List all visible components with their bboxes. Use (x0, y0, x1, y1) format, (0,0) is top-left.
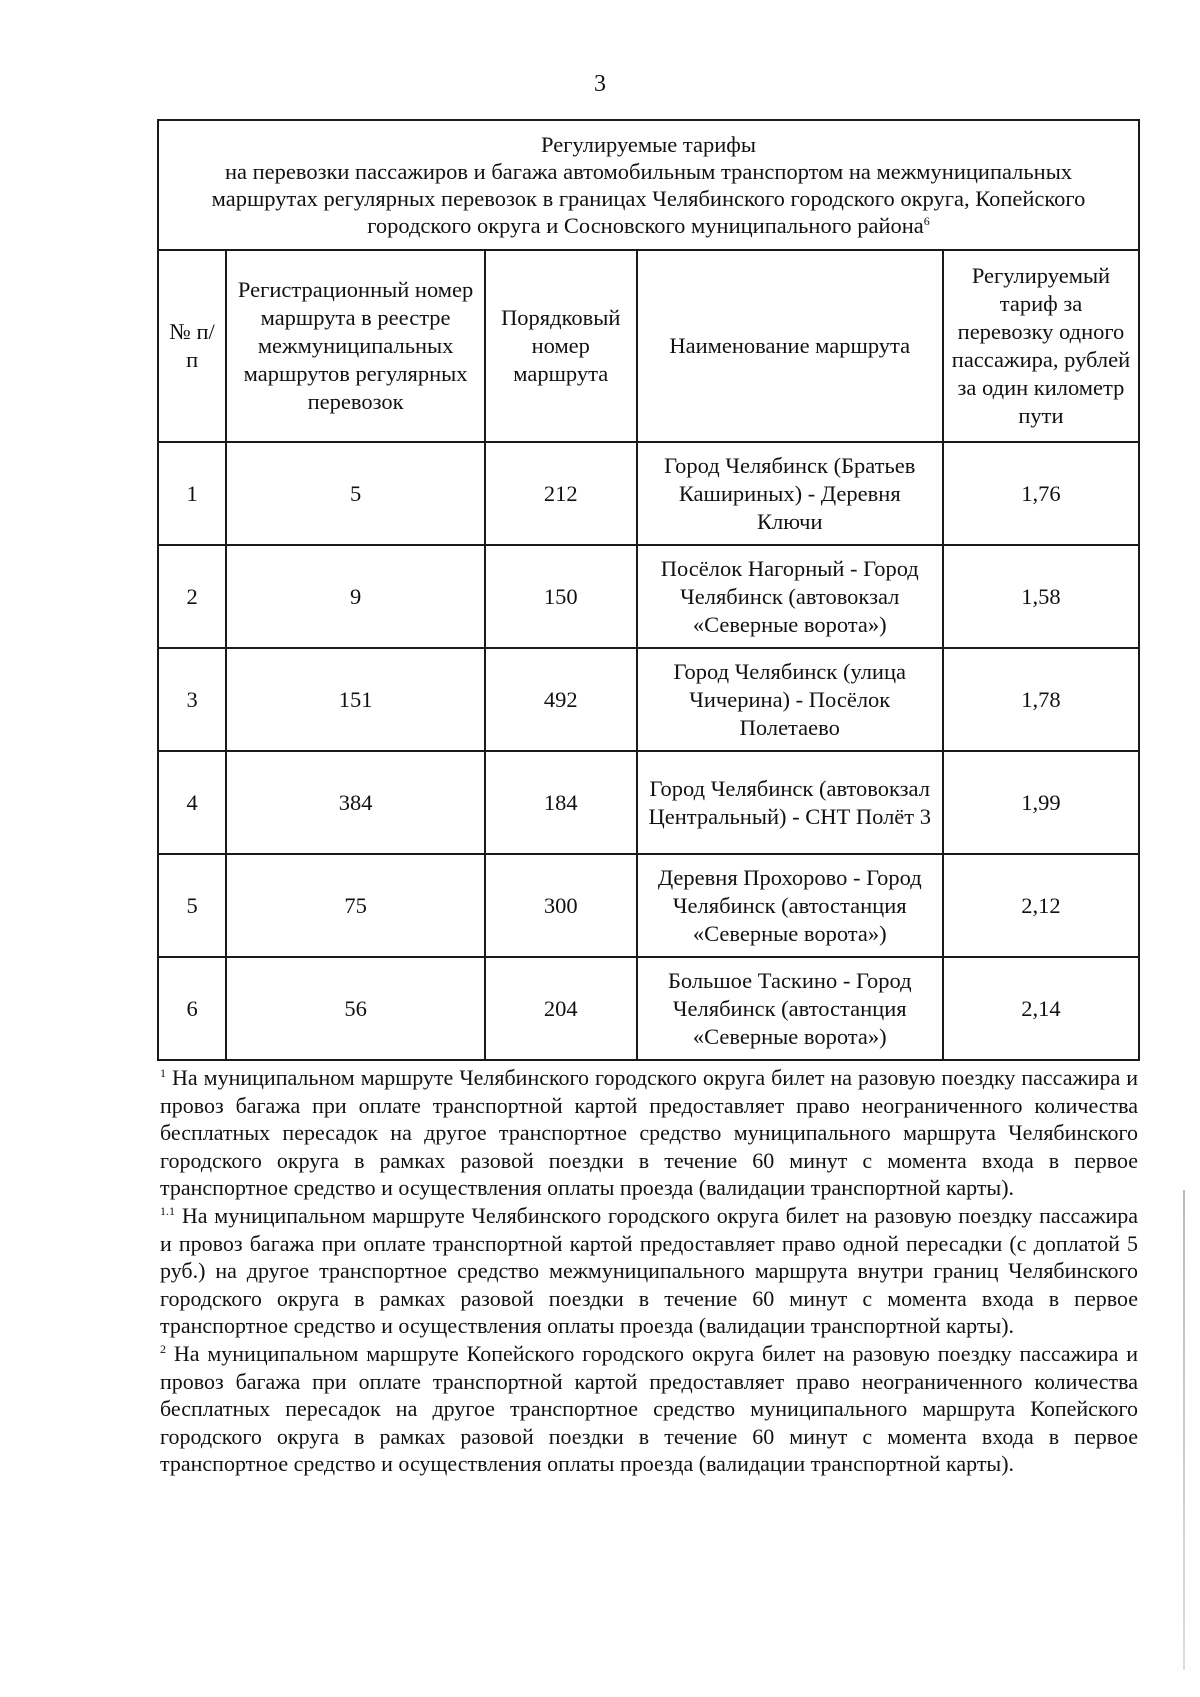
footnote-text: На муниципальном маршруте Челябинского городского округа билет на разовую поездку пассажира и провоз багажа при оплате транспортной картой предоставляет право неограниченного количества бесплатных пересадок на другое транспортное средство муниципального маршрута Челябинского городского округа в рамках разовой поездки в течение 60 минут с момента входа в первое транспортное средство и осуществления оплаты проезда (валидации транспортной карты). (160, 1065, 1138, 1201)
cell-number: 4 (158, 751, 226, 854)
cell-ordinal: 492 (485, 648, 637, 751)
cell-route-name: Деревня Прохорово - Город Челябинск (автостанция «Северные ворота») (637, 854, 943, 957)
table-title (158, 120, 1139, 250)
tariffs-table (157, 119, 1140, 1061)
title-footnote-mark: 6 (923, 214, 930, 228)
cell-ordinal: 300 (485, 854, 637, 957)
cell-ordinal: 184 (485, 751, 637, 854)
cell-registration: 75 (226, 854, 485, 957)
title-line-1: Регулируемые тарифы (541, 132, 756, 157)
footnote-1 (160, 1064, 1138, 1202)
cell-ordinal: 204 (485, 957, 637, 1060)
footnote-mark: 2 (160, 1341, 166, 1356)
cell-tariff: 1,78 (943, 648, 1139, 751)
cell-route-name: Посёлок Нагорный - Город Челябинск (автовокзал «Северные ворота») (637, 545, 943, 648)
footnote-mark: 1.1 (160, 1203, 175, 1218)
cell-ordinal: 212 (485, 442, 637, 545)
page-number: 3 (594, 71, 606, 97)
table-row (158, 648, 1139, 751)
table-row (158, 854, 1139, 957)
footnotes (160, 1064, 1138, 1478)
cell-route-name: Город Челябинск (автовокзал Центральный) - СНТ Полёт 3 (637, 751, 943, 854)
cell-tariff: 2,14 (943, 957, 1139, 1060)
title-line-4 (169, 212, 1128, 239)
cell-tariff: 2,12 (943, 854, 1139, 957)
table-row (158, 545, 1139, 648)
col-header-registration: Регистрационный номер маршрута в реестре межмуниципальных маршрутов регулярных перевозок (226, 250, 485, 442)
col-header-number: № п/п (158, 250, 226, 442)
cell-route-name: Большое Таскино - Город Челябинск (автостанция «Северные ворота») (637, 957, 943, 1060)
cell-registration: 151 (226, 648, 485, 751)
title-line-3: маршрутах регулярных перевозок в границах Челябинского городского округа, Копейского (211, 186, 1086, 211)
title-line-2: на перевозки пассажиров и багажа автомобильным транспортом на межмуниципальных (224, 159, 1073, 184)
cell-route-name: Город Челябинск (Братьев Кашириных) - Деревня Ключи (637, 442, 943, 545)
footnote-text: На муниципальном маршруте Копейского городского округа билет на разовую поездку пассажира и провоз багажа при оплате транспортной картой предоставляет право неограниченного количества бесплатных пересадок на другое транспортное средство муниципального маршрута Копейского городского округа в рамках разовой поездки в течение 60 минут с момента входа в первое транспортное средство и осуществления оплаты проезда (валидации транспортной карты). (160, 1340, 1138, 1477)
cell-route-name: Город Челябинск (улица Чичерина) - Посёлок Полетаево (637, 648, 943, 751)
col-header-tariff: Регулируемый тариф за перевозку одного пассажира, рублей за один километр пути (943, 250, 1139, 442)
cell-registration: 56 (226, 957, 485, 1060)
table-row (158, 751, 1139, 854)
table-header-row (158, 250, 1139, 442)
cell-number: 6 (158, 957, 226, 1060)
footnote-1-1 (160, 1202, 1138, 1340)
table-row (158, 442, 1139, 545)
cell-tariff: 1,76 (943, 442, 1139, 545)
cell-tariff: 1,99 (943, 751, 1139, 854)
cell-registration: 5 (226, 442, 485, 545)
title-line-4-text: городского округа и Сосновского муниципального района (367, 213, 924, 238)
footnote-text: На муниципальном маршруте Челябинского городского округа билет на разовую поездку пассажира и провоз багажа при оплате транспортной картой предоставляет право одной пересадки (с доплатой 5 руб.) на другое транспортное средство межмуниципального маршрута внутри границ Челябинского городского округа в рамках разовой поездки в течение 60 минут с момента входа в первое транспортное средство и осуществления оплаты проезда (валидации транспортной карты). (160, 1202, 1139, 1339)
cell-number: 5 (158, 854, 226, 957)
cell-registration: 384 (226, 751, 485, 854)
footnote-2 (160, 1340, 1138, 1478)
scan-artifact (1183, 1190, 1185, 1670)
footnote-mark: 1 (160, 1066, 166, 1080)
table-row (158, 957, 1139, 1060)
col-header-ordinal: Порядковый номер маршрута (485, 250, 637, 442)
cell-number: 2 (158, 545, 226, 648)
col-header-route-name: Наименование маршрута (637, 250, 943, 442)
cell-number: 1 (158, 442, 226, 545)
cell-number: 3 (158, 648, 226, 751)
cell-ordinal: 150 (485, 545, 637, 648)
cell-tariff: 1,58 (943, 545, 1139, 648)
cell-registration: 9 (226, 545, 485, 648)
